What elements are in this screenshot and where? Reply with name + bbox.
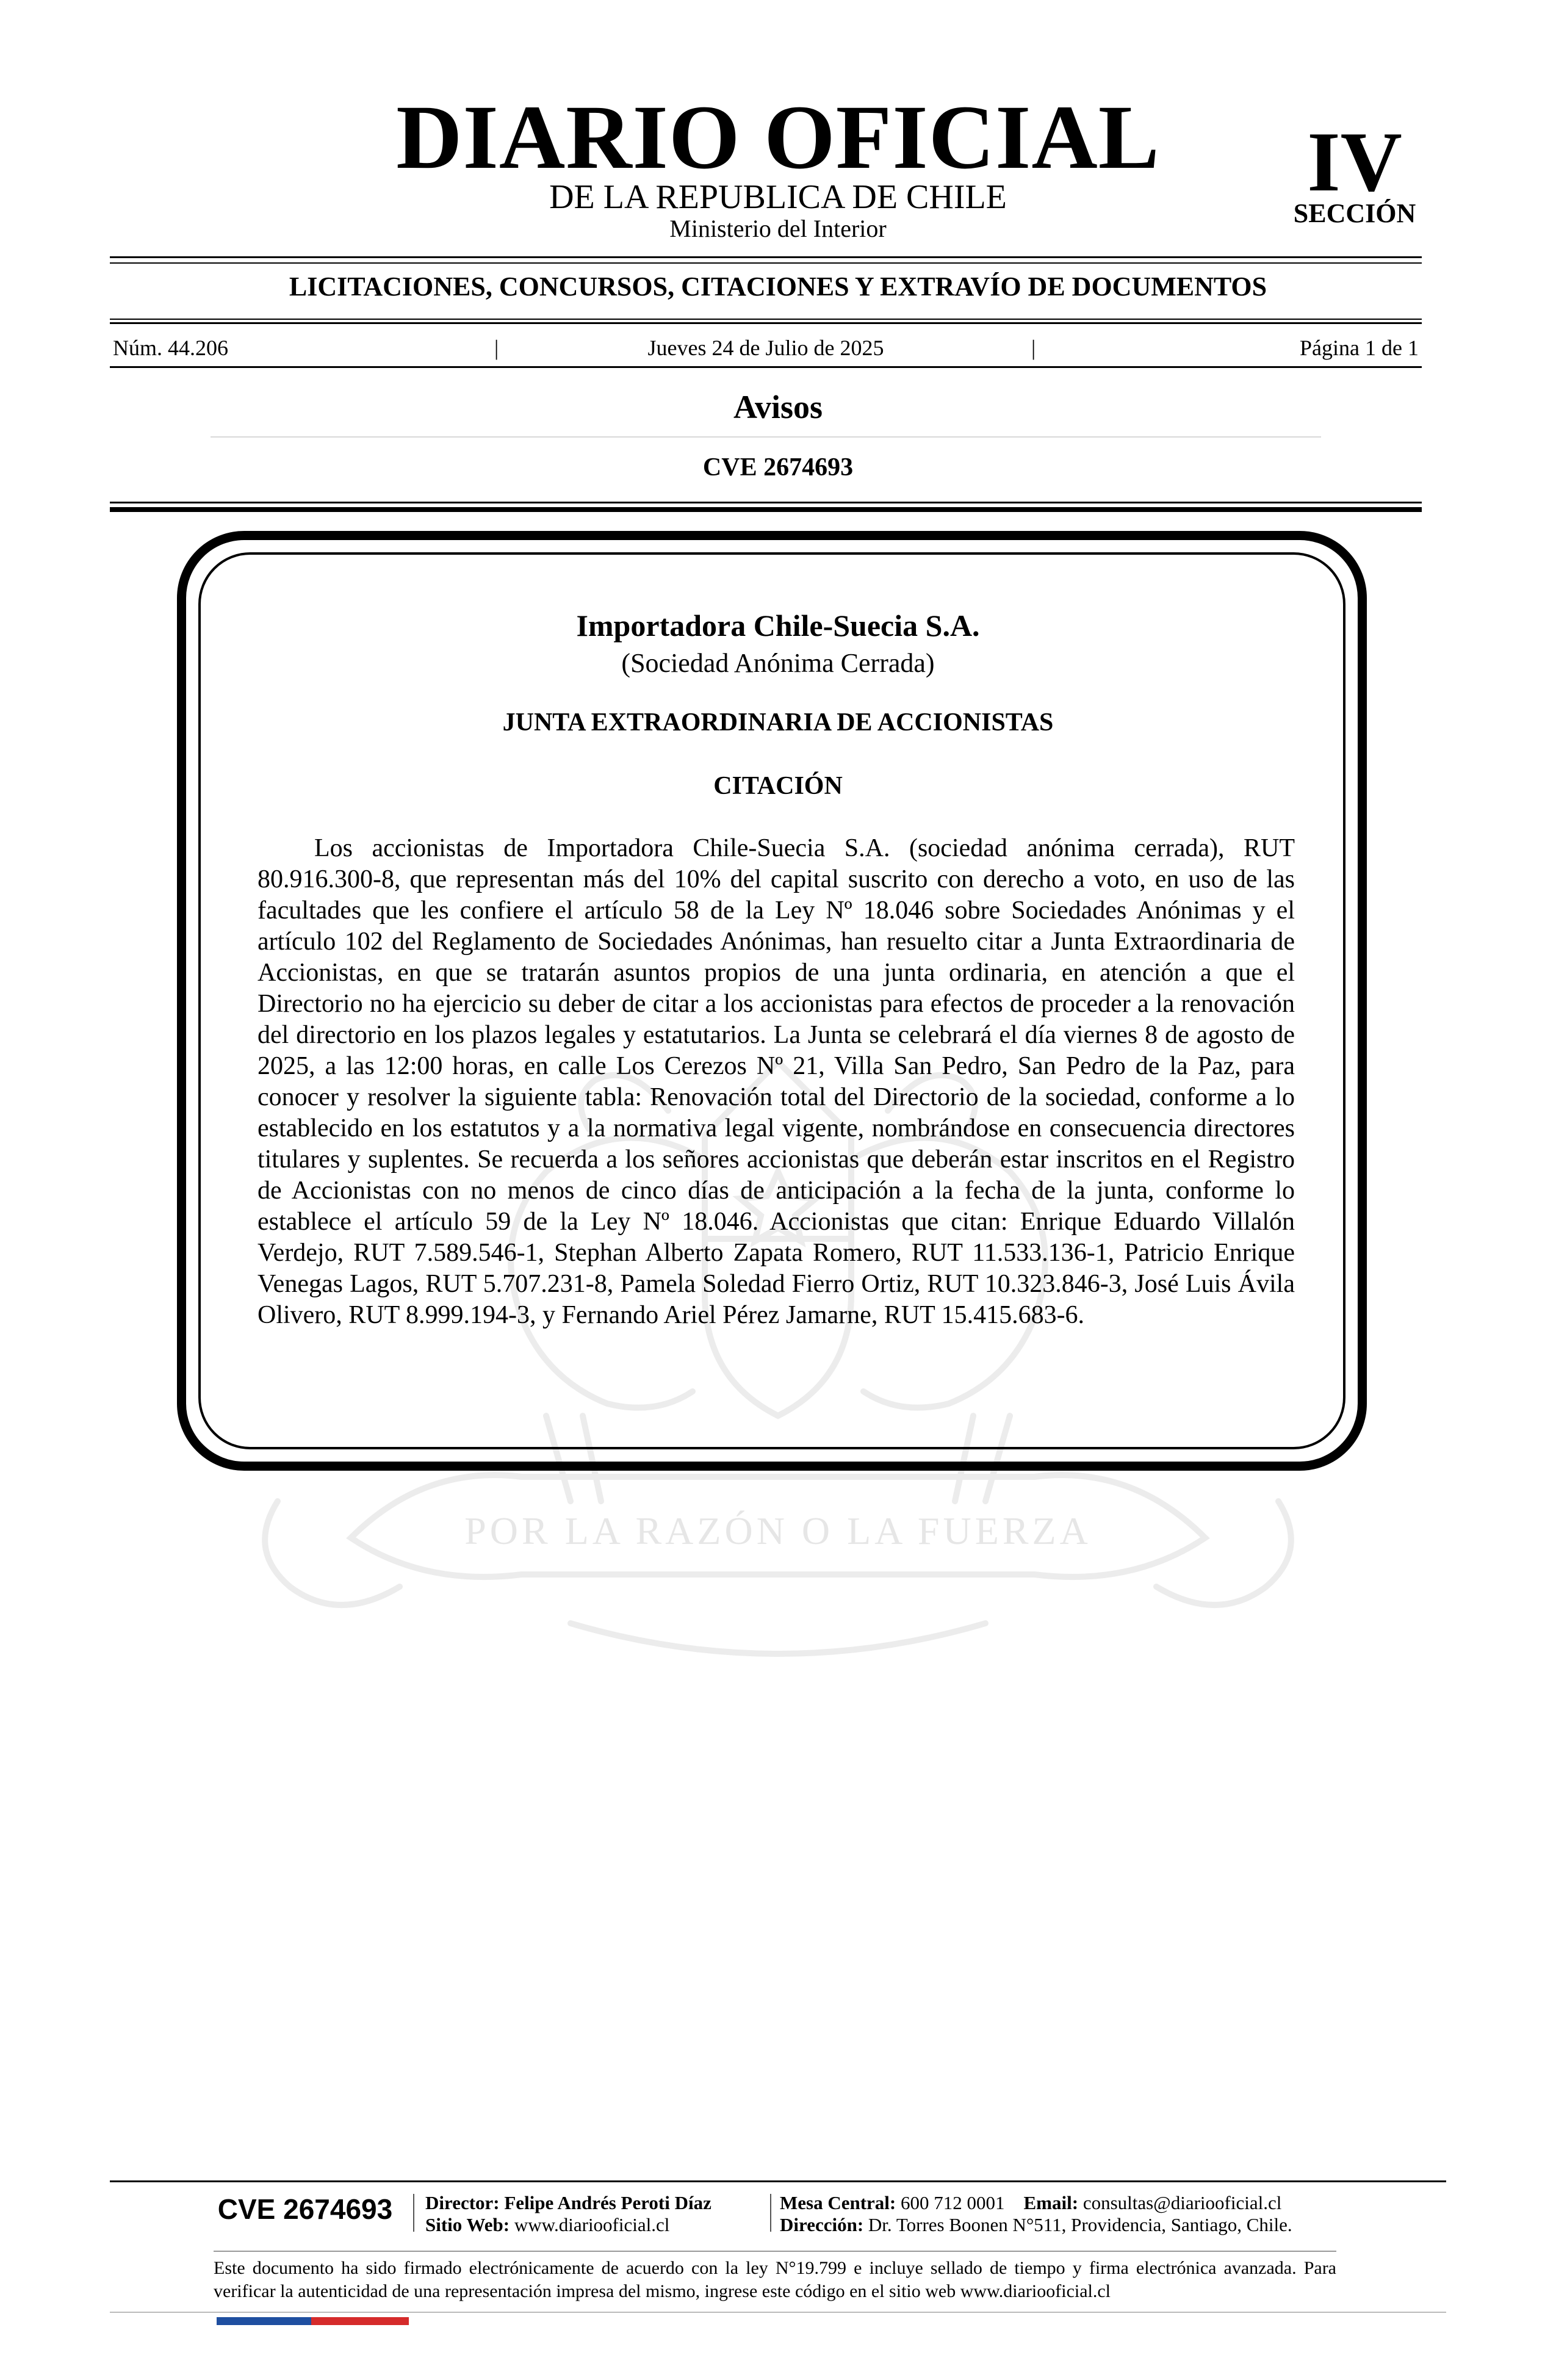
- footer-separator: [770, 2194, 771, 2232]
- cve-rule-thin: [110, 502, 1422, 503]
- flag-stripe-red: [311, 2317, 409, 2325]
- director-name: Felipe Andrés Peroti Díaz: [504, 2192, 711, 2213]
- company-name: Importadora Chile-Suecia S.A.: [576, 608, 980, 643]
- issue-info-row: [113, 336, 1419, 360]
- issue-date: Jueves 24 de Julio de 2025: [647, 336, 884, 360]
- section-category: LICITACIONES, CONCURSOS, CITACIONES Y EXTRAVÍO DE DOCUMENTOS: [289, 272, 1267, 301]
- footer-contact-block: [780, 2192, 1360, 2236]
- issue-separator: |: [494, 336, 499, 360]
- director-label: Director:: [425, 2192, 500, 2213]
- meeting-title: JUNTA EXTRAORDINARIA DE ACCIONISTAS: [502, 709, 1054, 737]
- avisos-divider: [211, 436, 1321, 438]
- address-text: Dr. Torres Boonen N°511, Providencia, Santiago, Chile.: [868, 2214, 1292, 2235]
- section-label: SECCIÓN: [1293, 198, 1416, 228]
- phone-label: Mesa Central:: [780, 2192, 896, 2213]
- website-label: Sitio Web:: [425, 2214, 510, 2235]
- category-rule-thin: [110, 319, 1422, 320]
- website-link[interactable]: www.diariooficial.cl: [514, 2214, 670, 2235]
- category-rule: [110, 322, 1422, 324]
- address-label: Dirección:: [780, 2214, 864, 2235]
- phone-number: 600 712 0001: [901, 2192, 1005, 2213]
- email-link[interactable]: consultas@diariooficial.cl: [1082, 2192, 1282, 2213]
- citation-heading: CITACIÓN: [713, 772, 843, 800]
- cve-rule-thick: [110, 507, 1422, 512]
- company-type: (Sociedad Anónima Cerrada): [621, 648, 935, 678]
- section-number: IV: [1307, 115, 1402, 209]
- footer-separator: [413, 2194, 414, 2232]
- notice-type-heading: Avisos: [733, 389, 823, 425]
- footer-divider: [214, 2251, 1336, 2252]
- watermark-motto: POR LA RAZÓN O LA FUERZA: [464, 1509, 1092, 1552]
- issue-rule: [110, 366, 1422, 368]
- footer-rule: [110, 2180, 1446, 2182]
- notice-body: Los accionistas de Importadora Chile-Suecia S.A. (sociedad anónima cerrada), RUT 80.916.300-8, que representan más del 10% del capital suscrito con derecho a voto, en uso de las facultades que les confiere el artículo 58 de la Ley Nº 18.046 sobre Sociedades Anónimas y el artículo 102 del Reglamento de Sociedades Anónimas, han resuelto citar a Junta Extraordinaria de Accionistas, en que se tratarán asuntos propios de una junta ordinaria, en atención a que el Directorio no ha ejercicio su deber de citar a los accionistas para efectos de proceder a la renovación del directorio en los plazos legales y estatutarios. La Junta se celebrará el día viernes 8 de agosto de 2025, a las 12:00 horas, en calle Los Cerezos Nº 21, Villa San Pedro, San Pedro de la Paz, para conocer y resolver la siguiente tabla: Renovación total del Directorio de la sociedad, conforme a lo establecido en los estatutos y a la normativa legal vigente, nombrándose en consecuencia directores titulares y suplentes. Se recuerda a los señores accionistas que deberán estar inscritos en el Registro de Accionistas con no menos de cinco días de anticipación a la fecha de la junta, conforme lo establece el artículo 59 de la Ley Nº 18.046. Accionistas que citan: Enrique Eduardo Villalón Verdejo, RUT 7.589.546-1, Stephan Alberto Zapata Romero, RUT 11.533.136-1, Patricio Enrique Venegas Lagos, RUT 5.707.231-8, Pamela Soledad Fierro Ortiz, RUT 10.323.846-3, José Luis Ávila Olivero, RUT 8.999.194-3, y Fernando Ariel Pérez Jamarne, RUT 15.415.683-6.: [258, 834, 1295, 1329]
- footer-director-block: [425, 2192, 767, 2236]
- footer-cve-code: CVE 2674693: [217, 2193, 393, 2225]
- masthead-title: DIARIO OFICIAL: [396, 87, 1160, 188]
- cve-code: CVE 2674693: [702, 453, 854, 481]
- flag-stripe-blue: [217, 2317, 311, 2325]
- header-rule-top-thin: [110, 262, 1422, 264]
- masthead-subtitle: DE LA REPUBLICA DE CHILE: [549, 178, 1007, 216]
- issue-number: Núm. 44.206: [113, 336, 228, 360]
- header-rule-top: [110, 256, 1422, 258]
- footer-bottom-rule: [110, 2312, 1446, 2313]
- page-indicator: Página 1 de 1: [1300, 336, 1419, 360]
- footer-legal-notice: Este documento ha sido firmado electrónicamente de acuerdo con la ley N°19.799 e incluye sellado de tiempo y firma electrónica avanzada. Para verificar la autenticidad de una representación impresa del mismo, ingrese este código en el sitio web www.diariooficial.cl: [214, 2258, 1336, 2301]
- email-label: Email:: [1023, 2192, 1079, 2213]
- issue-separator: |: [1031, 336, 1036, 360]
- ministry-name: Ministerio del Interior: [669, 215, 887, 242]
